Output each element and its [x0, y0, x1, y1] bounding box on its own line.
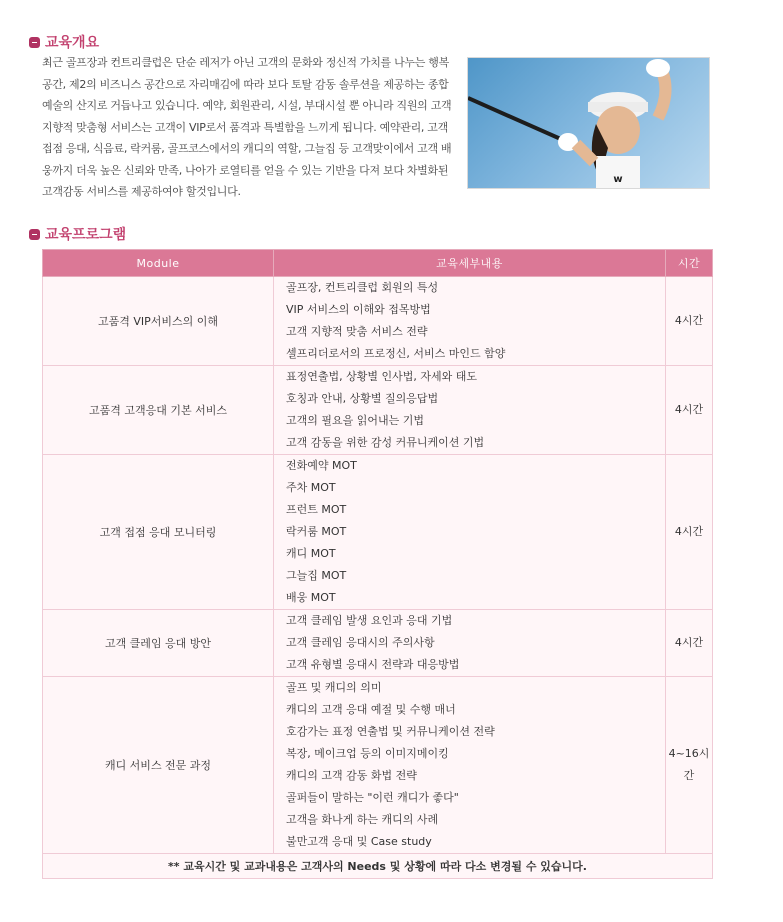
table-note: ** 교육시간 및 교과내용은 고객사의 Needs 및 상황에 따라 다소 변경될 수 있습니다.: [43, 854, 713, 879]
detail-item: 고객 클레임 응대시의 주의사항: [286, 636, 435, 649]
detail-item: 표정연출법, 상황별 인사법, 자세와 태도: [286, 370, 477, 383]
table-header-row: [43, 250, 713, 277]
detail-item: 호감가는 표정 연출법 및 커뮤니케이션 전략: [286, 725, 495, 738]
program-table: [42, 249, 713, 879]
module-cell: 고객 클레임 응대 방안: [43, 610, 274, 677]
detail-cell: [274, 610, 666, 677]
time-cell: 4시간: [666, 455, 713, 610]
detail-item: 고객의 필요을 읽어내는 기법: [286, 414, 425, 427]
module-cell: 고객 접점 응대 모니터링: [43, 455, 274, 610]
overview-text: [42, 52, 458, 203]
detail-item: 호칭과 안내, 상황별 질의응답법: [286, 392, 439, 405]
overview-line: 고객감동 서비스를 제공하여야 할것입니다.: [42, 185, 241, 198]
table-row: [43, 610, 713, 677]
detail-item: 고객 감동을 위한 감성 커뮤니케이션 기법: [286, 436, 485, 449]
detail-item: 전화예약 MOT: [286, 459, 357, 472]
detail-item: 그늘집 MOT: [286, 569, 347, 582]
program-heading: [29, 224, 126, 244]
overview-line: 웅까지 더욱 높은 신뢰와 만족, 나아가 로열티를 얻을 수 있는 기반을 다져 보다 차별화된: [42, 163, 449, 177]
minus-square-icon: [29, 37, 40, 48]
overview-heading: [29, 32, 99, 52]
detail-item: 골프 및 캐디의 의미: [286, 681, 382, 694]
table-row: [43, 677, 713, 854]
detail-item: 프런트 MOT: [286, 503, 347, 516]
time-cell: 4시간: [666, 610, 713, 677]
detail-cell: [274, 366, 666, 455]
module-cell: 캐디 서비스 전문 과정: [43, 677, 274, 854]
detail-item: 불만고객 응대 및 Case study: [286, 835, 432, 848]
detail-item: 고객 유형별 응대시 전략과 대응방법: [286, 658, 460, 671]
minus-square-icon: [29, 229, 40, 240]
golfer-photo: [467, 57, 710, 189]
detail-item: 캐디의 고객 응대 예절 및 수행 매너: [286, 703, 456, 716]
detail-item: VIP 서비스의 이해와 접목방법: [286, 303, 431, 316]
detail-item: 배웅 MOT: [286, 591, 336, 604]
detail-item: 락커룸 MOT: [286, 525, 347, 538]
golfer-illustration: [468, 58, 710, 189]
column-header-module: Module: [43, 250, 274, 277]
overview-line: 최근 골프장과 컨트리클럽은 단순 레저가 아닌 고객의 문화와 정신적 가치를 나누는 행복: [42, 56, 449, 69]
detail-item: 셀프리더로서의 프로정신, 서비스 마인드 함양: [286, 347, 506, 360]
overview-line: 접점 응대, 식음료, 락커룸, 골프코스에서의 캐디의 역할, 그늘집 등 고객맞이에서 고객 배: [42, 142, 452, 155]
detail-item: 주차 MOT: [286, 481, 336, 494]
program-title: 교육프로그램: [45, 227, 127, 243]
detail-cell: [274, 455, 666, 610]
detail-cell: [274, 677, 666, 854]
table-row: [43, 366, 713, 455]
table-row: [43, 455, 713, 610]
detail-cell: [274, 277, 666, 366]
detail-item: 복장, 메이크업 등의 이미지메이킹: [286, 747, 449, 760]
table-note-row: [43, 854, 713, 879]
column-header-time: 시간: [666, 250, 713, 277]
detail-item: 고객 지향적 맞춤 서비스 전략: [286, 325, 428, 338]
overview-line: 지향적 맞춤형 서비스는 고객이 VIP로서 품격과 특별함을 느끼게 됩니다. 예약관리, 고객: [42, 120, 448, 134]
detail-item: 캐디의 고객 감동 화법 전략: [286, 769, 417, 782]
overview-line: 예술의 산지로 거듭나고 있습니다. 예약, 회원관리, 시설, 부대시설 뿐 아니라 직원의 고객: [42, 99, 452, 112]
svg-text:w: w: [613, 174, 623, 185]
module-cell: 고품격 VIP서비스의 이해: [43, 277, 274, 366]
detail-item: 고객 클레임 발생 요인과 응대 기법: [286, 614, 453, 627]
column-header-detail: 교육세부내용: [274, 250, 666, 277]
overview-line: 공간, 제2의 비즈니스 공간으로 자리매김에 따라 보다 토탈 감동 솔루션을 제공하는 종합: [42, 77, 449, 91]
detail-item: 캐디 MOT: [286, 547, 336, 560]
time-cell: 4~16시간: [666, 677, 713, 854]
detail-item: 골퍼들이 말하는 "이런 캐디가 좋다": [286, 791, 459, 804]
table-row: [43, 277, 713, 366]
overview-title: 교육개요: [45, 35, 100, 51]
module-cell: 고품격 고객응대 기본 서비스: [43, 366, 274, 455]
detail-item: 고객을 화나게 하는 캐디의 사례: [286, 813, 439, 826]
time-cell: 4시간: [666, 366, 713, 455]
detail-item: 골프장, 컨트리클럽 회원의 특성: [286, 281, 439, 294]
time-cell: 4시간: [666, 277, 713, 366]
